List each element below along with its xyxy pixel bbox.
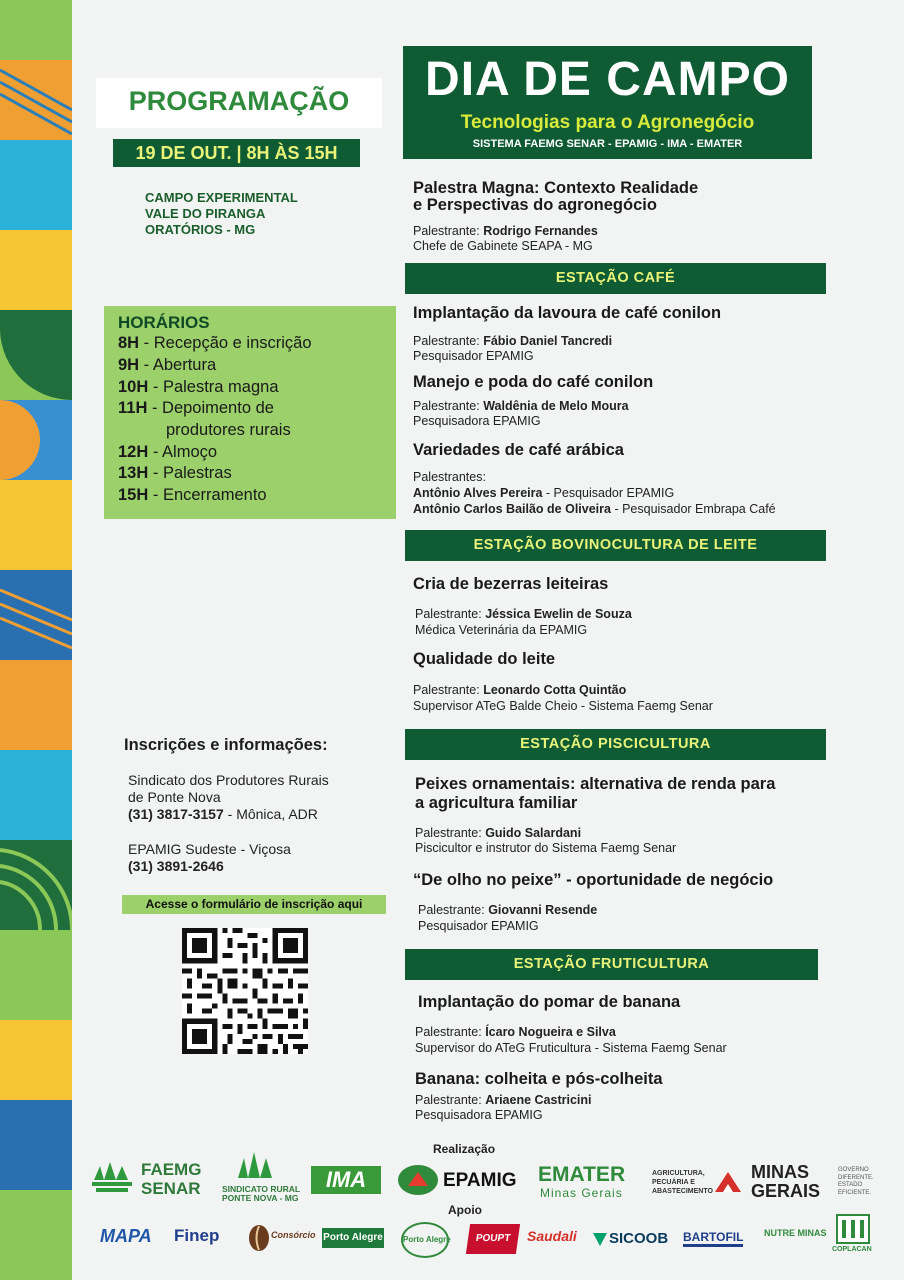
apoio-label: Apoio	[448, 1203, 482, 1217]
porto-alegre-logo: Porto Alegre	[322, 1228, 384, 1248]
epamig-phone: (31) 3891-2646	[128, 858, 224, 874]
venue-line: CAMPO EXPERIMENTAL	[145, 190, 298, 205]
schedule-item: 15H - Encerramento	[118, 486, 267, 504]
programacao-title: PROGRAMAÇÃO	[128, 86, 350, 116]
consorcio-logo: Consórcio	[271, 1230, 316, 1240]
event-title: DIA DE CAMPO	[425, 53, 790, 106]
coplacan-icon	[836, 1214, 870, 1244]
talk-title: Banana: colheita e pós-colheita	[415, 1070, 663, 1088]
epamig-contact: EPAMIG Sudeste - Viçosa	[128, 841, 291, 857]
nutre-minas-logo: NUTRE MINAS	[764, 1228, 827, 1238]
poupt-logo: POUPT	[466, 1224, 520, 1254]
mapa-logo: MAPA	[100, 1226, 152, 1246]
speaker-line: Antônio Carlos Bailão de Oliveira - Pesquisador Embrapa Café	[413, 502, 776, 516]
speaker-role: Supervisor do ATeG Fruticultura - Sistema Faemg Senar	[415, 1041, 727, 1055]
sindicato-rural-logo: SINDICATO RURAL PONTE NOVA - MG	[222, 1184, 301, 1203]
sindicato-line: Sindicato dos Produtores Rurais	[128, 772, 329, 788]
speaker-line: Palestrante: Giovanni Resende	[418, 903, 598, 917]
magna-title-line: e Perspectivas do agronegócio	[413, 196, 657, 214]
schedule-item: produtores rurais	[166, 421, 291, 439]
schedule-item: 10H - Palestra magna	[118, 378, 279, 396]
speaker-role: Pesquisadora EPAMIG	[413, 414, 541, 428]
speaker-role: Pesquisadora EPAMIG	[415, 1108, 543, 1122]
finep-logo: Finep	[174, 1226, 220, 1245]
consorcio-coffee-icon	[248, 1224, 270, 1252]
talk-title: Cria de bezerras leiteiras	[413, 575, 609, 593]
minas-gerais-logo: MINAS GERAIS	[751, 1162, 821, 1201]
sindicato-line: de Ponte Nova	[128, 789, 221, 805]
venue-address	[145, 190, 298, 238]
talk-title: Implantação da lavoura de café conilon	[413, 304, 722, 322]
qr-code-icon[interactable]	[182, 928, 308, 1054]
magna-title-line: Palestra Magna: Contexto Realidade	[413, 179, 699, 197]
epamig-logo: EPAMIG	[443, 1170, 517, 1191]
schedule-item: 8H - Recepção e inscrição	[118, 334, 312, 352]
speaker-role: Chefe de Gabinete SEAPA - MG	[413, 239, 593, 253]
event-organizers: SISTEMA FAEMG SENAR - EPAMIG - IMA - EMATER	[472, 138, 743, 150]
talk-title: Implantação do pomar de banana	[418, 993, 681, 1011]
schedule-item: 12H - Almoço	[118, 443, 218, 461]
sicoob-icon	[592, 1231, 608, 1247]
registration-title: Inscrições e informações:	[124, 736, 328, 754]
venue-line: VALE DO PIRANGA	[145, 206, 266, 221]
sindicato-logo-icon	[234, 1148, 278, 1182]
speaker-line: Antônio Alves Pereira - Pesquisador EPAMIG	[413, 486, 675, 500]
speaker-line: Palestrante: Ícaro Nogueira e Silva	[415, 1025, 616, 1039]
talk-title-line: a agricultura familiar	[415, 794, 578, 812]
emater-subtitle: Minas Gerais	[540, 1186, 623, 1200]
porto-alegre-seal-logo: Porto Alegre	[401, 1222, 449, 1258]
speaker-line: Palestrante: Waldênia de Melo Moura	[413, 399, 629, 413]
venue-line: ORATÓRIOS - MG	[145, 222, 256, 237]
saudali-logo: Saudali	[527, 1228, 577, 1244]
coplacan-logo: COPLACAN	[832, 1246, 872, 1253]
faemg-senar-logo: FAEMG SENAR	[141, 1160, 202, 1198]
schedule-item: 9H - Abertura	[118, 356, 217, 374]
emater-logo: EMATER	[538, 1163, 626, 1186]
speaker-line: Palestrante: Guido Salardani	[415, 826, 582, 840]
talk-title-line: Peixes ornamentais: alternativa de renda para	[415, 775, 776, 793]
station-leite-bar: ESTAÇÃO BOVINOCULTURA DE LEITE	[405, 530, 826, 561]
talk-title: Qualidade do leite	[413, 650, 556, 668]
station-cafe-bar: ESTAÇÃO CAFÉ	[405, 263, 826, 294]
speaker-line: Palestrante: Fábio Daniel Tancredi	[413, 334, 613, 348]
speaker-role: Pesquisador EPAMIG	[413, 349, 534, 363]
schedule-title: HORÁRIOS	[118, 313, 210, 332]
speaker-label: Palestrantes:	[413, 470, 486, 484]
speaker-line: Palestrante: Rodrigo Fernandes	[413, 224, 598, 238]
minas-gerais-triangle-icon	[713, 1170, 743, 1194]
speaker-line: Palestrante: Leonardo Cotta Quintão	[413, 683, 627, 697]
sicoob-logo: SICOOB	[609, 1230, 669, 1247]
sindicato-phone: (31) 3817-3157 - Mônica, ADR	[128, 806, 318, 822]
speaker-role: Piscicultor e instrutor do Sistema Faemg Senar	[415, 841, 677, 855]
speaker-line: Palestrante: Jéssica Ewelin de Souza	[415, 607, 632, 621]
decorative-stripe	[0, 0, 72, 1280]
faemg-logo-icon	[90, 1160, 134, 1200]
ima-logo: IMA	[311, 1166, 381, 1194]
bartofil-logo: BARTOFIL	[683, 1230, 743, 1247]
talk-title: “De olho no peixe” - oportunidade de negócio	[413, 871, 774, 889]
event-subtitle: Tecnologias para o Agronegócio	[460, 112, 755, 133]
speaker-role: Supervisor ATeG Balde Cheio - Sistema Faemg Senar	[413, 699, 713, 713]
speaker-line: Palestrante: Ariaene Castricini	[415, 1093, 592, 1107]
talk-title: Variedades de café arábica	[413, 441, 624, 459]
realizacao-label: Realização	[433, 1142, 496, 1156]
station-fruticultura-bar: ESTAÇÃO FRUTICULTURA	[405, 949, 818, 980]
schedule-item: 13H - Palestras	[118, 464, 232, 482]
speaker-role: Médica Veterinária da EPAMIG	[415, 623, 588, 637]
epamig-logo-icon	[397, 1164, 439, 1196]
station-piscicultura-bar: ESTAÇÃO PISCICULTURA	[405, 729, 826, 760]
speaker-role: Pesquisador EPAMIG	[418, 919, 539, 933]
date-time-badge: 19 DE OUT. | 8H ÀS 15H	[113, 139, 360, 167]
governo-tagline: GOVERNO DIFERENTE. ESTADO EFICIENTE.	[838, 1167, 874, 1196]
schedule-item: 11H - Depoimento de	[118, 399, 274, 417]
talk-title: Manejo e poda do café conilon	[413, 373, 654, 391]
registration-form-link[interactable]: Acesse o formulário de inscrição aqui	[122, 895, 386, 914]
agricultura-logo: AGRICULTURA, PECUÁRIA E ABASTECIMENTO	[652, 1170, 713, 1195]
